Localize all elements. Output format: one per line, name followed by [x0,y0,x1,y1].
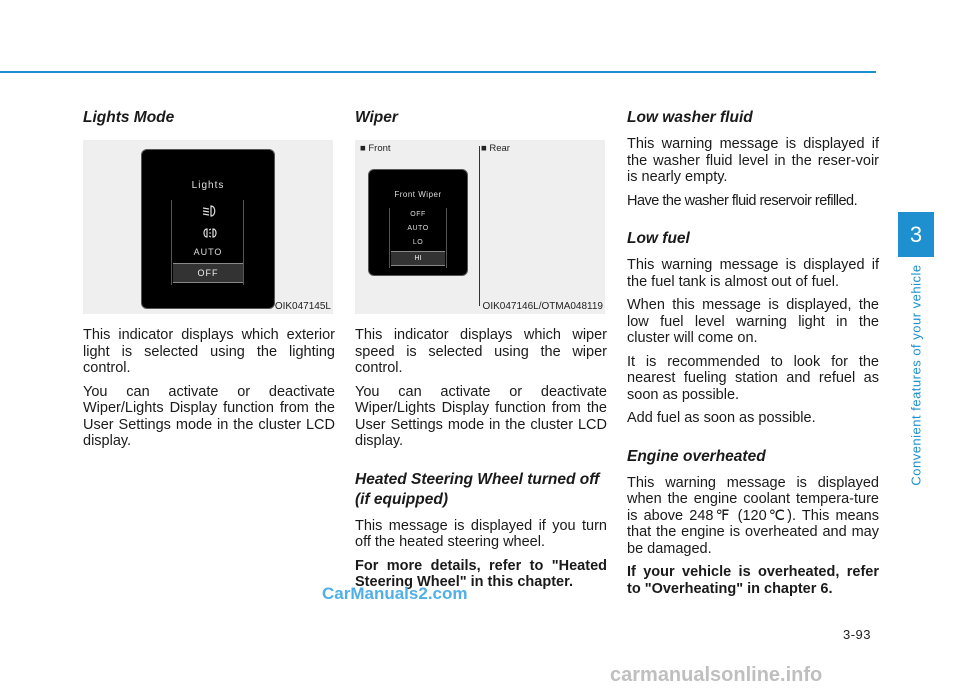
lights-option-auto: AUTO [193,247,223,257]
lights-display [141,149,275,309]
paragraph: This message is displayed if you turn off the heated steering wheel. [355,517,607,550]
parking-lights-icon [202,227,218,239]
chapter-title: Convenient features of your vehicle [908,264,924,486]
wiper-figure [355,140,605,314]
page-number: 3-93 [843,627,872,642]
paragraph: This warning message is displayed if the fuel tank is almost out of fuel. [627,257,879,290]
column-2 [355,108,607,598]
wiper-display [368,169,468,276]
divider [479,146,480,306]
heading-low-washer-fluid: Low washer fluid [627,109,753,126]
paragraph-bold: For more details, refer to "Heated Steering Wheel" in this chapter. [355,557,607,590]
paragraph: Have the washer fluid reservoir refilled. [627,192,858,209]
legend-rear: ■ Rear [481,143,510,154]
divider [243,200,244,285]
heading-heated-steering: Heated Steering Wheel turned off (if equipped) [355,470,600,508]
figure-caption: OIK047146L/OTMA048119 [482,301,603,312]
lights-option-off: OFF [173,263,243,283]
paragraph-bold: If your vehicle is overheated, refer to "Overheating" in chapter 6. [627,564,879,597]
watermark-footer: carmanualsonline.info [610,664,823,686]
paragraph: It is recommended to look for the nearest fueling station and refuel as soon as possible. [627,353,879,403]
wiper-option-off: OFF [410,211,426,218]
paragraph: When this message is displayed, the low fuel level warning light in the cluster will come on. [627,297,879,346]
lights-figure [83,140,333,314]
paragraph: This indicator displays which wiper speed is selected using the wiper control. [355,327,607,376]
chapter-tab: 3 [898,212,934,257]
paragraph: You can activate or deactivate Wiper/Lights Display function from the User Settings mode in the cluster LCD display. [355,383,607,449]
wiper-option-lo: LO [412,239,424,246]
paragraph: This indicator displays which exterior light is selected using the lighting control. [83,327,335,376]
heading-wiper: Wiper [355,109,398,126]
lights-display-title: Lights [191,180,225,191]
wiper-option-auto: AUTO [407,225,429,232]
paragraph: This warning message is displayed when the engine coolant tempera-ture is above 248℉ (120℃). This means that the engine is overheated and may be damaged. [627,474,879,557]
column-3 [627,108,879,604]
wiper-option-hi: HI [391,251,445,266]
header-rule [0,71,876,73]
figure-caption: OIK047145L [274,301,331,312]
wiper-display-title: Front Wiper [394,190,442,199]
headlight-low-beam-icon [202,205,218,217]
column-1 [83,108,335,457]
paragraph: This warning message is displayed if the washer fluid level in the reser-voir is nearly empty. [627,136,879,185]
paragraph: You can activate or deactivate Wiper/Lights Display function from the User Settings mode in the cluster LCD display. [83,383,335,449]
heading-low-fuel: Low fuel [627,230,690,247]
watermark-link[interactable]: CarManuals2.com [322,584,468,603]
divider [171,200,172,285]
heading-lights-mode: Lights Mode [83,109,175,126]
heading-engine-overheated: Engine overheated [627,447,766,465]
paragraph: Add fuel as soon as possible. [627,410,816,426]
legend-front: ■ Front [360,143,391,154]
